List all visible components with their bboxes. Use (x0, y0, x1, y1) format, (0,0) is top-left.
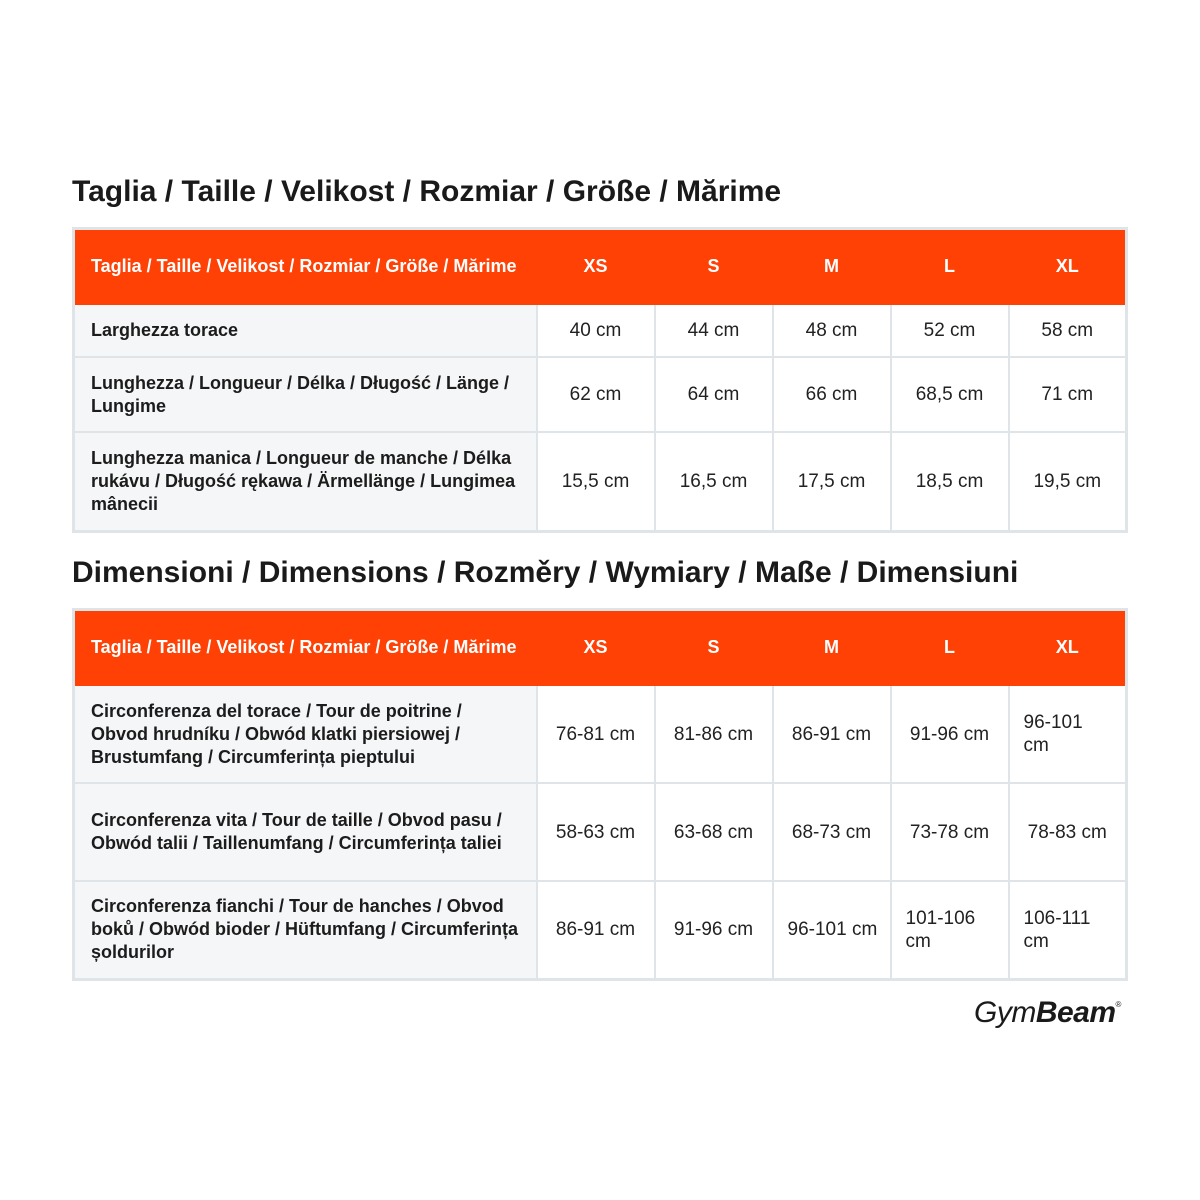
header-size-xs: XS (537, 229, 655, 305)
row-label: Circonferenza vita / Tour de taille / Obvod pasu / Obwód talii / Taillenumfang / Circumferința taliei (74, 783, 537, 881)
header-size-l: L (891, 610, 1009, 686)
table-header-row (74, 229, 1127, 305)
header-size-l: L (891, 229, 1009, 305)
table-cell: 19,5 cm (1009, 432, 1127, 531)
table-cell: 68,5 cm (891, 357, 1009, 432)
header-size-m: M (773, 229, 891, 305)
table-cell: 17,5 cm (773, 432, 891, 531)
table-row (74, 881, 1127, 979)
table-cell: 64 cm (655, 357, 773, 432)
table-cell: 18,5 cm (891, 432, 1009, 531)
table-cell: 58-63 cm (537, 783, 655, 881)
header-size-xs: XS (537, 610, 655, 686)
header-size-xl: XL (1009, 610, 1127, 686)
dimensions-table (72, 608, 1128, 981)
table-cell: 66 cm (773, 357, 891, 432)
header-size-m: M (773, 610, 891, 686)
table-cell: 96-101 cm (773, 881, 891, 979)
table-cell: 63-68 cm (655, 783, 773, 881)
table-cell: 86-91 cm (773, 685, 891, 783)
table-cell: 76-81 cm (537, 685, 655, 783)
header-label-cell: Taglia / Taille / Velikost / Rozmiar / Größe / Mărime (74, 229, 537, 305)
table-cell: 73-78 cm (891, 783, 1009, 881)
row-label: Lunghezza / Longueur / Délka / Długość / Länge / Lungime (74, 357, 537, 432)
table-cell: 106-111 cm (1009, 881, 1127, 979)
table-cell: 40 cm (537, 304, 655, 357)
dimensions-section-title: Dimensioni / Dimensions / Rozměry / Wymiary / Maße / Dimensiuni (72, 556, 1019, 589)
table-cell: 15,5 cm (537, 432, 655, 531)
row-label: Circonferenza del torace / Tour de poitrine / Obvod hrudníku / Obwód klatki piersiowej / Brustumfang / Circumferința pieptului (74, 685, 537, 783)
table-row (74, 783, 1127, 881)
row-label: Circonferenza fianchi / Tour de hanches / Obvod boků / Obwód bioder / Hüftumfang / Circumferința șoldurilor (74, 881, 537, 979)
table-cell: 48 cm (773, 304, 891, 357)
header-size-s: S (655, 610, 773, 686)
table-cell: 91-96 cm (655, 881, 773, 979)
table-cell: 71 cm (1009, 357, 1127, 432)
size-table (72, 227, 1128, 533)
table-cell: 16,5 cm (655, 432, 773, 531)
row-label: Lunghezza manica / Longueur de manche / Délka rukávu / Długość rękawa / Ärmellänge / Lungimea mânecii (74, 432, 537, 531)
header-size-xl: XL (1009, 229, 1127, 305)
table-row (74, 357, 1127, 432)
row-label: Larghezza torace (74, 304, 537, 357)
table-cell: 91-96 cm (891, 685, 1009, 783)
logo-text-gym: Gym (974, 996, 1036, 1029)
table-cell: 52 cm (891, 304, 1009, 357)
table-header-row (74, 610, 1127, 686)
size-section-title: Taglia / Taille / Velikost / Rozmiar / Größe / Mărime (72, 175, 782, 208)
table-cell: 86-91 cm (537, 881, 655, 979)
table-row (74, 304, 1127, 357)
table-cell: 68-73 cm (773, 783, 891, 881)
table-cell: 81-86 cm (655, 685, 773, 783)
header-label-cell: Taglia / Taille / Velikost / Rozmiar / Größe / Mărime (74, 610, 537, 686)
table-row (74, 432, 1127, 531)
table-cell: 96-101 cm (1009, 685, 1127, 783)
table-cell: 101-106 cm (891, 881, 1009, 979)
table-cell: 78-83 cm (1009, 783, 1127, 881)
table-cell: 62 cm (537, 357, 655, 432)
table-row (74, 685, 1127, 783)
gymbeam-logo (974, 996, 1121, 1030)
registered-mark: ® (1115, 1000, 1121, 1009)
logo-text-beam: Beam (1035, 996, 1116, 1029)
table-cell: 58 cm (1009, 304, 1127, 357)
table-cell: 44 cm (655, 304, 773, 357)
header-size-s: S (655, 229, 773, 305)
